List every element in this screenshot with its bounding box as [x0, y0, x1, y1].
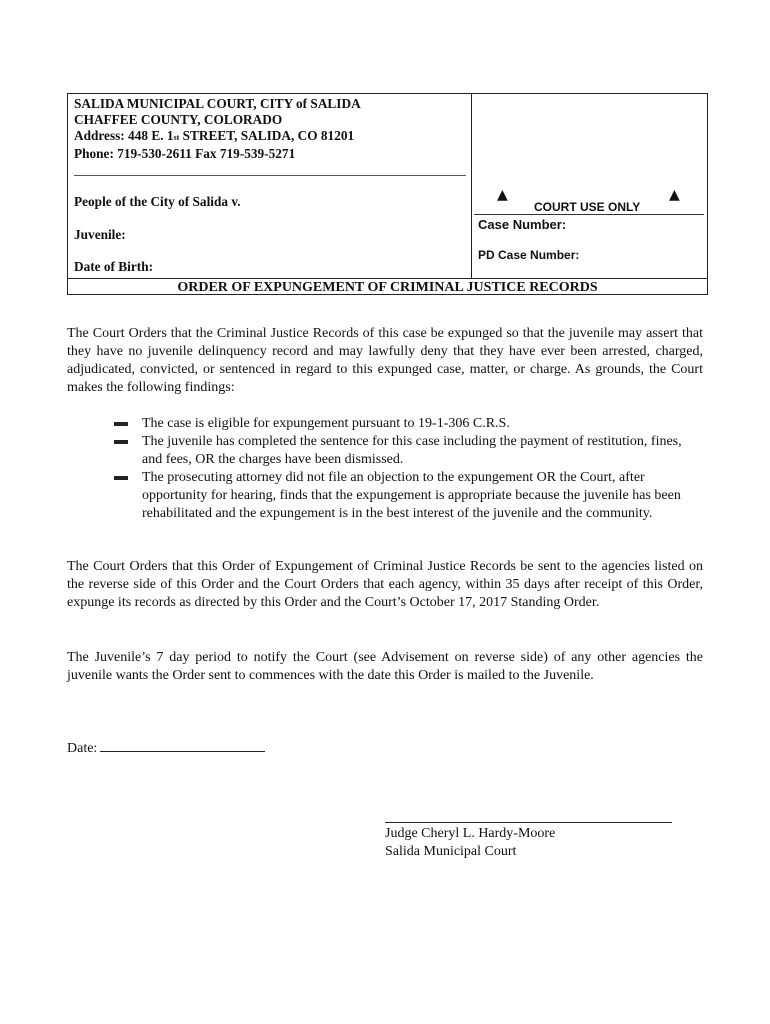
case-number-label: Case Number:	[478, 217, 567, 232]
judge-court-name: Salida Municipal Court	[385, 844, 517, 859]
checkbox-icon[interactable]	[114, 476, 128, 480]
caption-vertical-divider	[471, 94, 472, 278]
date-of-birth-label: Date of Birth:	[74, 259, 154, 274]
date-label: Date:	[67, 741, 98, 756]
court-name: SALIDA MUNICIPAL COURT, CITY of SALIDA	[74, 96, 361, 111]
checkbox-icon[interactable]	[114, 422, 128, 426]
court-info-block	[74, 96, 361, 162]
caption-rule	[74, 175, 466, 176]
address-suffix: STREET, SALIDA, CO 81201	[179, 128, 355, 143]
juvenile-label: Juvenile:	[74, 227, 126, 242]
finding-text: The prosecuting attorney did not file an objection to the expungement OR the Court, after opportunity for hearing, finds that the expungement is appropriate because the juvenile has been rehabilitated and the expungement is in the best interest of the juvenile and the community.	[142, 470, 681, 521]
court-use-only-label: COURT USE ONLY	[534, 200, 641, 214]
pd-case-number-label: PD Case Number:	[478, 248, 580, 262]
case-caption-box	[67, 93, 708, 295]
case-parties: People of the City of Salida v.	[74, 194, 241, 209]
checkbox-icon[interactable]	[114, 440, 128, 444]
finding-text: The case is eligible for expungement pursuant to 19-1-306 C.R.S.	[142, 416, 510, 431]
order-title: ORDER OF EXPUNGEMENT OF CRIMINAL JUSTICE RECORDS	[177, 280, 598, 295]
court-address	[74, 128, 361, 146]
triangle-up-icon: ▲	[669, 187, 680, 203]
triangle-up-icon: ▲	[497, 187, 508, 203]
finding-text: The juvenile has completed the sentence for this case including the payment of restitution, fines, and fees, OR the charges have been dismissed.	[142, 434, 682, 467]
signature-line[interactable]	[385, 822, 672, 823]
address-prefix: Address: 448 E. 1	[74, 128, 174, 143]
date-blank-line[interactable]	[100, 737, 265, 752]
court-phone: Phone: 719-530-2611 Fax 719-539-5271	[74, 146, 296, 161]
address-superscript: st	[173, 133, 180, 142]
judge-name: Judge Cheryl L. Hardy-Moore	[385, 826, 556, 841]
grounds-paragraph: The Court Orders that the Criminal Justice Records of this case be expunged so that the juvenile may assert that they have no juvenile delinquency record and may lawfully deny that they have ever been arrested, charged, adjudicated, convicted, or sentenced in regard to this expunged case, matter, or charge. As grounds, the Court makes the following findings:	[67, 326, 703, 395]
court-use-rule	[474, 214, 704, 215]
date-field	[67, 737, 265, 758]
county-name: CHAFFEE COUNTY, COLORADO	[74, 112, 283, 127]
notification-paragraph: The Juvenile’s 7 day period to notify the Court (see Advisement on reverse side) of any other agencies the juvenile wants the Order sent to commences with the date this Order is mailed to the Juvenile.	[67, 650, 703, 683]
agency-order-paragraph: The Court Orders that this Order of Expungement of Criminal Justice Records be sent to the agencies listed on the reverse side of this Order and the Court Orders that each agency, within 35 days after receipt of this Order, expunge its records as directed by this Order and the Court’s October 17, 2017 Standing Order.	[67, 559, 703, 610]
